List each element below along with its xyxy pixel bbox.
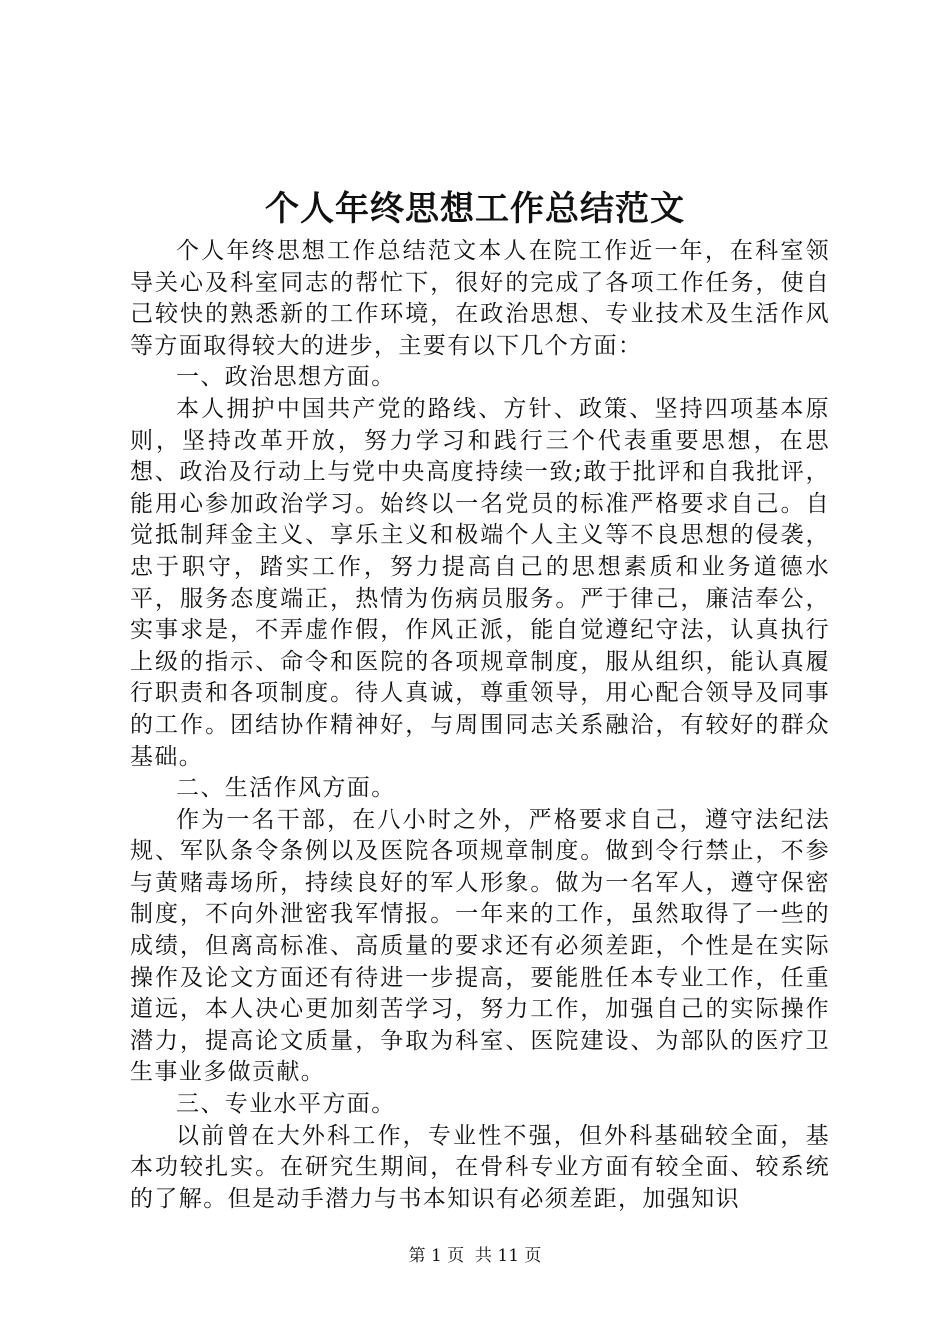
paragraph-intro: 个人年终思想工作总结范文本人在院工作近一年，在科室领导关心及科室同志的帮忙下，很好的完成了各项工作任务，使自己较快的熟悉新的工作环境，在政治思想、专业技术及生活作风等方面取得较大的进步，主要有以下几个方面： [130, 238, 830, 359]
paragraph-political: 本人拥护中国共产党的路线、方针、政策、坚持四项基本原则，坚持改革开放，努力学习和践行三个代表重要思想，在思想、政治及行动上与党中央高度持续一致;敢于批评和自我批评，能用心参加政治学习。始终以一名党员的标准严格要求自己。自觉抵制拜金主义、享乐主义和极端个人主义等不良思想的侵袭，忠于职守，踏实工作，努力提高自己的思想素质和业务道德水平，服务态度端正，热情为伤病员服务。严于律己，廉洁奉公，实事求是，不弄虚作假，作风正派，能自觉遵纪守法，认真执行上级的指示、命令和医院的各项规章制度，服从组织，能认真履行职责和各项制度。待人真诚，尊重领导，用心配合领导及同事的工作。团结协作精神好，与周围同志关系融洽，有较好的群众基础。 [130, 395, 830, 770]
page-number: 第 1 页 [408, 1246, 465, 1266]
page-total: 共 11 页 [474, 1246, 542, 1266]
document-title: 个人年终思想工作总结范文 [265, 189, 685, 229]
paragraph-professional: 以前曾在大外科工作，专业性不强，但外科基础较全面，基本功较扎实。在研究生期间，在骨科专业方面有较全面、较系统的了解。但是动手潜力与书本知识有必须差距，加强知识 [130, 1122, 830, 1212]
section-heading-lifestyle: 二、生活作风方面。 [176, 775, 396, 802]
page-footer [0, 1244, 950, 1268]
section-heading-professional: 三、专业水平方面。 [176, 1091, 396, 1118]
document-body [130, 236, 830, 1215]
section-heading-political: 一、政治思想方面。 [176, 364, 396, 391]
paragraph-lifestyle: 作为一名干部，在八小时之外，严格要求自己，遵守法纪法规、军队条令条例以及医院各项规章制度。做到令行禁止，不参与黄赌毒场所，持续良好的军人形象。做为一名军人，遵守保密制度，不向外泄密我军情报。一年来的工作，虽然取得了一些的成绩，但离高标准、高质量的要求还有必须差距，个性是在实际操作及论文方面还有待进一步提高，要能胜任本专业工作，任重道远，本人决心更加刻苦学习，努力工作，加强自己的实际操作潜力，提高论文质量，争取为科室、医院建设、为部队的医疗卫生事业多做贡献。 [130, 806, 830, 1086]
